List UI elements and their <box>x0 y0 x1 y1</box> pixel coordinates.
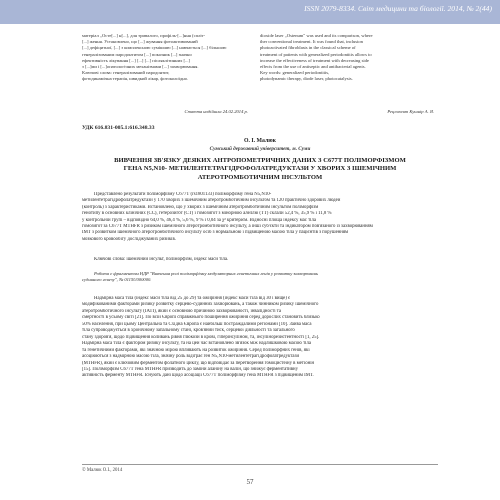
body-line: атеротромботичного інсульту (ІАТІ), який є основною причиною захворюваності, інвалідності та <box>82 308 282 314</box>
text-line: Key words: generalized periodontitis, <box>260 70 330 76</box>
article-affiliation: Сумський державний університет, м. Суми <box>209 146 311 152</box>
body-line: Надмірна маса тіла (індекс маси тіла від 25 до 29) та ожиріння (індекс маси тіла від 30 і вище) є <box>94 296 291 301</box>
abstract-line: метилентетрагідрофолатредуктази у 170 хворих з ішемічним атеротромботичним інсультом та 120 практично здорових людей <box>82 198 341 204</box>
abstract-line: Представлено результати поліморфізму С677Т (rs1801133) поліморфізму гена N5,N10- <box>94 192 272 197</box>
body-line: стану здоров'я, щодо підвищення коливань рівня глюкози в крові, гіперінсуліном, та, інсулінорезистентності [1, 25]. <box>82 334 320 340</box>
text-line: матеріал „Осте[...] н[...], для тривалого, профіль-[...]ння (спліт- <box>82 33 206 38</box>
text-line: Ключові слова: генералізований пародонтит, <box>82 70 170 76</box>
reviewer: Рецензент Кушнір А. Я. <box>387 109 434 114</box>
prev-article-ukr-tail <box>82 33 250 83</box>
journal-header-band <box>0 0 500 24</box>
abstract-line: мозкового кровообігу досліджуваних ризиків. <box>82 236 176 242</box>
text-line: photodynamic therapy, diode laser, photocatalysis. <box>260 76 353 82</box>
title-line: АТЕРОТРОМБОТИЧНИМ ІНСУЛЬТОМ <box>197 173 323 181</box>
body-line: та генетичними факторами, які значною мірою впливають на розвиток ожиріння. Серед поліморфних генів, які <box>82 347 310 353</box>
note-line: судинного генезу", № 0115U000000. <box>82 277 152 283</box>
text-line: dioxide laser „Ostenum" was used and its comparison, where <box>260 33 373 38</box>
journal-issn: ISSN 2079-8334. Світ медицини та біології. 2014, № 2(44) <box>304 4 492 13</box>
abstract-line: ІМТ з розвитком ішемічного атеротромботичного інсульту осіб з нормальною і підвищеною масою тіла у пацієнтів з порушенням <box>82 230 349 236</box>
text-line: генералізованим пародонтитом [...] показник [...] значно <box>82 51 192 57</box>
received-date: Стаття надійшла 24.02.2014 р. <box>184 109 248 114</box>
article-title <box>90 157 430 182</box>
body-line: Надмірна маса тіла є фактором ризику інсульту, та на цей час встановлено зв'язок між надлишковою масою тіла <box>82 341 312 347</box>
title-line: ВИВЧЕННЯ ЗВ'ЯЗКУ ДЕЯКИХ АНТРОПОМЕТРИЧНИХ ДАНИХ З С677Т ПОЛІМОРФІЗМОМ <box>114 157 406 164</box>
article-keywords <box>82 257 438 263</box>
text-line: treatment of patients with generalized periodontitis allows to <box>260 51 372 57</box>
title-line: ГЕНА N5,N10- МЕТИЛЕНТЕТРАГІДРОФОЛАТРЕДУКТАЗИ У ХВОРИХ З ІШЕМІЧНИМ <box>123 165 397 173</box>
page-number: 57 <box>246 478 254 486</box>
body-line: асоціюються з надмірною масою тіла, значну роль відіграє ген N5,N10-метилентетрагідрофолатредуктази <box>82 354 300 360</box>
text-line: фотодинамічна терапія, швидкий лікар, фотоколоїдно. <box>82 76 189 82</box>
body-line: модифікованими факторами ризику розвитку серцево-судинних захворювань, а також чинником ризику ішемічного <box>82 302 319 308</box>
body-line: (МТНFR), який є ключовим ферментом фолатного циклу, що відповідає за перетворення гомоцистеїну в метіонін <box>82 360 315 366</box>
note-line: Робота є фрагментом НДР "Вивчення ролі поліморфізму модуляторних генетичних генів у розвитку захворювань <box>94 271 318 276</box>
research-note <box>82 271 438 283</box>
article-body <box>82 296 438 380</box>
text-line: photoactivated fibroblasts in the classical scheme of <box>260 45 356 51</box>
text-line: ther conventional treatment. It was found that, inclusion <box>260 39 363 45</box>
body-line: активність ферменту МТНFR. Існують дані щодо асоціації С677Т поліморфізму гена МТНFR з підвищеним ІМТ. <box>82 373 314 379</box>
abstract-line: (контроль) з характеристиками. Встановлено, що у хворих з ішемічним атеротромботичним інсультом поліморфізм <box>82 204 319 210</box>
udc-code: УДК 616.831-005.1:616.348.33 <box>82 125 155 131</box>
footer-divider <box>82 464 438 465</box>
text-line: з [...]ми і [...]опатологічних механізмами [...] захворювання. <box>82 63 199 69</box>
body-line: смертності в усьому світі [21]. По всій Європі справжнього поширення ожиріння серед дорослих становить близько <box>82 315 320 321</box>
prev-article-eng-tail <box>260 33 436 83</box>
text-line: increase the effectiveness of treatment with decreasing side <box>260 57 369 63</box>
body-line: 50% населення, при цьому Центральна та Східна Європа є найбільш постраждалими регіонами [10]. Зайва маса <box>82 321 312 327</box>
copyright: © Малюк О.І., 2014 <box>82 468 123 473</box>
article-abstract <box>82 192 438 243</box>
abstract-line: у контрольній групі – відповідно 64,0 %, 46,4 %, 5,6 %, 9 % і 0,04 за χ² критерієм. Відносні площа індексу мас тіла <box>82 217 317 223</box>
body-line: тіла супроводжується в хронічному запальному стані, кров'яний тиск, серцевої діяльності та загального <box>82 328 295 334</box>
body-line: [15]. Поліморфізм С677Т гена МТНFR призводить до заміни аланіну на валін, що знижує ферментативну <box>82 366 298 372</box>
text-line: ефективність лікування [...] [...] [...] післяклітинних [...] <box>82 57 191 63</box>
abstract-line: генотипу в основних клінічних (СС), гетерозигот (СТ) і гомозигот з мінорною алеллю (ТТ) склали 52,4 %, 35,9 % і 11,8 % <box>82 211 332 217</box>
text-line: effects from the use of antiseptic and antibacterial agents. <box>260 63 366 69</box>
keywords-line: Ключові слова: ішемічний інсульт, поліморфізм, індекс маси тіла. <box>94 257 229 262</box>
text-line: [...] дефіцитної, [...] з комплексною сумішшю [...] навчається [...] більшою <box>82 45 227 51</box>
article-authors: О. І. Малюк <box>243 138 276 144</box>
abstract-line: гомозигот за С677Т МТНFR з ризиком ішемічного атеротромботичного інсульту, а інші суб'єкти та індикатором пов'язаного із захворюванням <box>82 224 373 230</box>
text-line: [...] ження. Установлено, що [...] жування фотоактивований <box>82 39 198 45</box>
